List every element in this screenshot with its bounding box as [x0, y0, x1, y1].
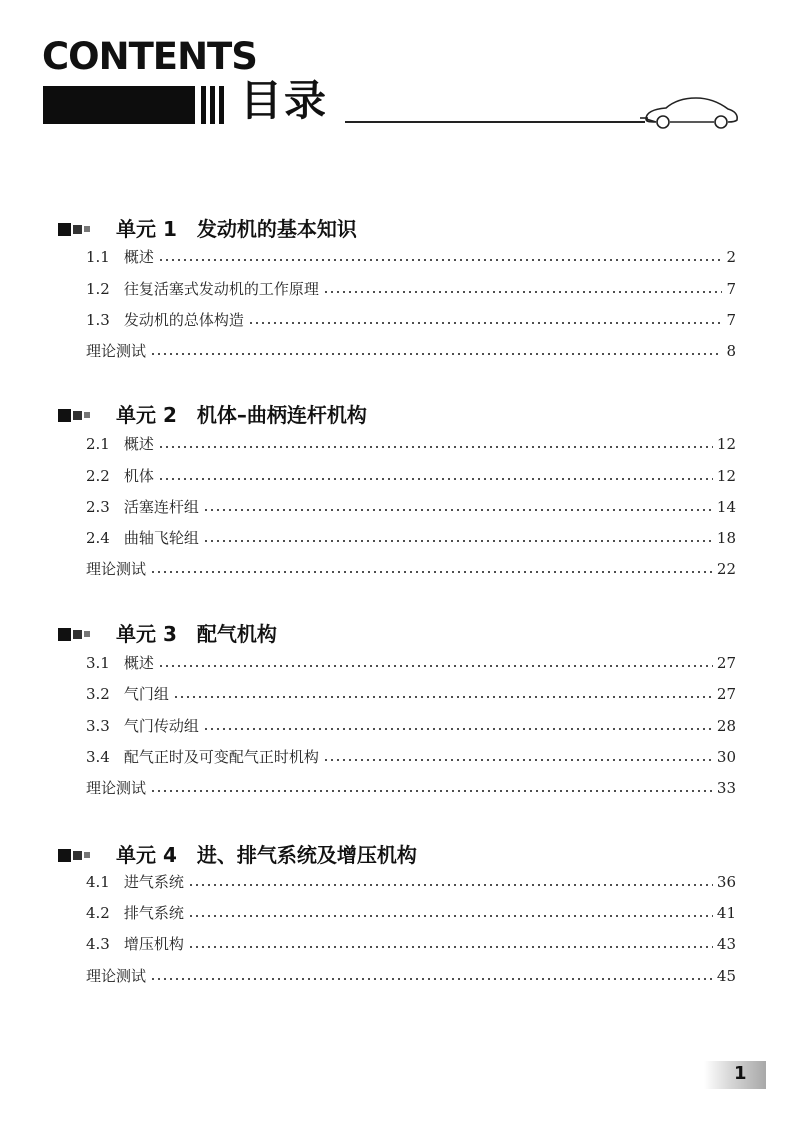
section-squares-icon	[58, 849, 92, 862]
toc-entry[interactable]	[86, 433, 736, 455]
entry-page: 27	[716, 654, 736, 672]
entry-number: 2.3	[86, 498, 110, 516]
entry-page: 7	[726, 311, 736, 329]
toc-entry[interactable]	[86, 746, 736, 768]
toc-entry[interactable]	[86, 246, 736, 268]
dot-leader	[158, 663, 713, 669]
entry-title: 理论测试	[86, 342, 147, 360]
dot-leader	[150, 569, 713, 575]
entry-page: 33	[716, 779, 736, 797]
toc-entry[interactable]	[86, 496, 736, 518]
dot-leader	[150, 788, 713, 794]
dot-leader	[150, 351, 722, 357]
entry-title: 气门组	[123, 685, 169, 703]
entry-number: 3.2	[86, 685, 110, 703]
toc-entry[interactable]	[86, 871, 736, 893]
entry-page: 14	[716, 498, 736, 516]
entry-number: 4.1	[86, 873, 110, 891]
dot-leader	[203, 726, 713, 732]
entry-page: 30	[716, 748, 736, 766]
dot-leader	[323, 289, 722, 295]
toc-entry[interactable]	[86, 777, 736, 799]
entry-number: 2.2	[86, 467, 110, 485]
toc-entry[interactable]	[86, 278, 736, 300]
dot-leader	[188, 913, 713, 919]
contents-title-en: CONTENTS	[42, 35, 257, 78]
entry-page: 36	[716, 873, 736, 891]
unit-heading	[58, 621, 277, 647]
unit-heading	[58, 842, 417, 868]
entry-title: 理论测试	[86, 560, 147, 578]
contents-title-cn: 目录	[240, 76, 329, 125]
entry-title: 概述	[123, 654, 154, 672]
toc-entry[interactable]	[86, 527, 736, 549]
entry-title: 曲轴飞轮组	[123, 529, 199, 547]
toc-entry[interactable]	[86, 965, 736, 987]
dot-leader	[158, 257, 722, 263]
unit-title: 机体–曲柄连杆机构	[196, 403, 367, 427]
unit-number: 单元 3	[116, 622, 177, 646]
entry-page: 22	[716, 560, 736, 578]
entry-number: 4.2	[86, 904, 110, 922]
entry-title: 理论测试	[86, 967, 147, 985]
entry-page: 7	[726, 280, 736, 298]
section-squares-icon	[58, 628, 92, 641]
page-number: 1	[734, 1063, 747, 1084]
entry-title: 配气正时及可变配气正时机构	[123, 748, 319, 766]
entry-title: 机体	[123, 467, 154, 485]
entry-title: 增压机构	[123, 935, 184, 953]
entry-number: 3.1	[86, 654, 110, 672]
header-stripes	[201, 86, 235, 124]
dot-leader	[150, 976, 713, 982]
unit-number: 单元 4	[116, 843, 177, 867]
entry-number: 1.2	[86, 280, 110, 298]
section-squares-icon	[58, 223, 92, 236]
section-squares-icon	[58, 409, 92, 422]
toc-entry[interactable]	[86, 715, 736, 737]
unit-heading	[58, 216, 357, 242]
toc-entry[interactable]	[86, 652, 736, 674]
entry-page: 27	[716, 685, 736, 703]
entry-number: 1.1	[86, 248, 110, 266]
unit-number: 单元 1	[116, 217, 177, 241]
entry-title: 概述	[123, 435, 154, 453]
entry-page: 18	[716, 529, 736, 547]
entry-title: 概述	[123, 248, 154, 266]
unit-heading	[58, 402, 367, 428]
toc-entry[interactable]	[86, 933, 736, 955]
dot-leader	[158, 444, 713, 450]
dot-leader	[248, 320, 722, 326]
toc-entry[interactable]	[86, 683, 736, 705]
unit-number: 单元 2	[116, 403, 177, 427]
header-rule	[345, 121, 645, 123]
entry-page: 8	[726, 342, 736, 360]
entry-page: 12	[716, 435, 736, 453]
entry-title: 气门传动组	[123, 717, 199, 735]
entry-number: 4.3	[86, 935, 110, 953]
entry-page: 28	[716, 717, 736, 735]
entry-title: 活塞连杆组	[123, 498, 199, 516]
unit-title: 配气机构	[196, 622, 277, 646]
entry-number: 2.4	[86, 529, 110, 547]
dot-leader	[203, 538, 713, 544]
dot-leader	[203, 507, 713, 513]
entry-title: 发动机的总体构造	[123, 311, 244, 329]
unit-title: 进、排气系统及增压机构	[196, 843, 417, 867]
dot-leader	[188, 882, 713, 888]
entry-title: 理论测试	[86, 779, 147, 797]
entry-page: 2	[726, 248, 736, 266]
entry-number: 3.4	[86, 748, 110, 766]
entry-page: 41	[716, 904, 736, 922]
entry-page: 43	[716, 935, 736, 953]
toc-entry[interactable]	[86, 902, 736, 924]
toc-entry[interactable]	[86, 340, 736, 362]
toc-entry[interactable]	[86, 309, 736, 331]
toc-entry[interactable]	[86, 558, 736, 580]
entry-page: 45	[716, 967, 736, 985]
entry-title: 排气系统	[123, 904, 184, 922]
toc-entry[interactable]	[86, 465, 736, 487]
dot-leader	[188, 944, 713, 950]
entry-number: 1.3	[86, 311, 110, 329]
entry-page: 12	[716, 467, 736, 485]
entry-title: 往复活塞式发动机的工作原理	[123, 280, 319, 298]
dot-leader	[323, 757, 713, 763]
header-black-bar	[43, 86, 195, 124]
car-icon	[640, 94, 740, 130]
entry-number: 3.3	[86, 717, 110, 735]
entry-title: 进气系统	[123, 873, 184, 891]
entry-number: 2.1	[86, 435, 110, 453]
dot-leader	[173, 694, 713, 700]
unit-title: 发动机的基本知识	[196, 217, 357, 241]
dot-leader	[158, 476, 713, 482]
